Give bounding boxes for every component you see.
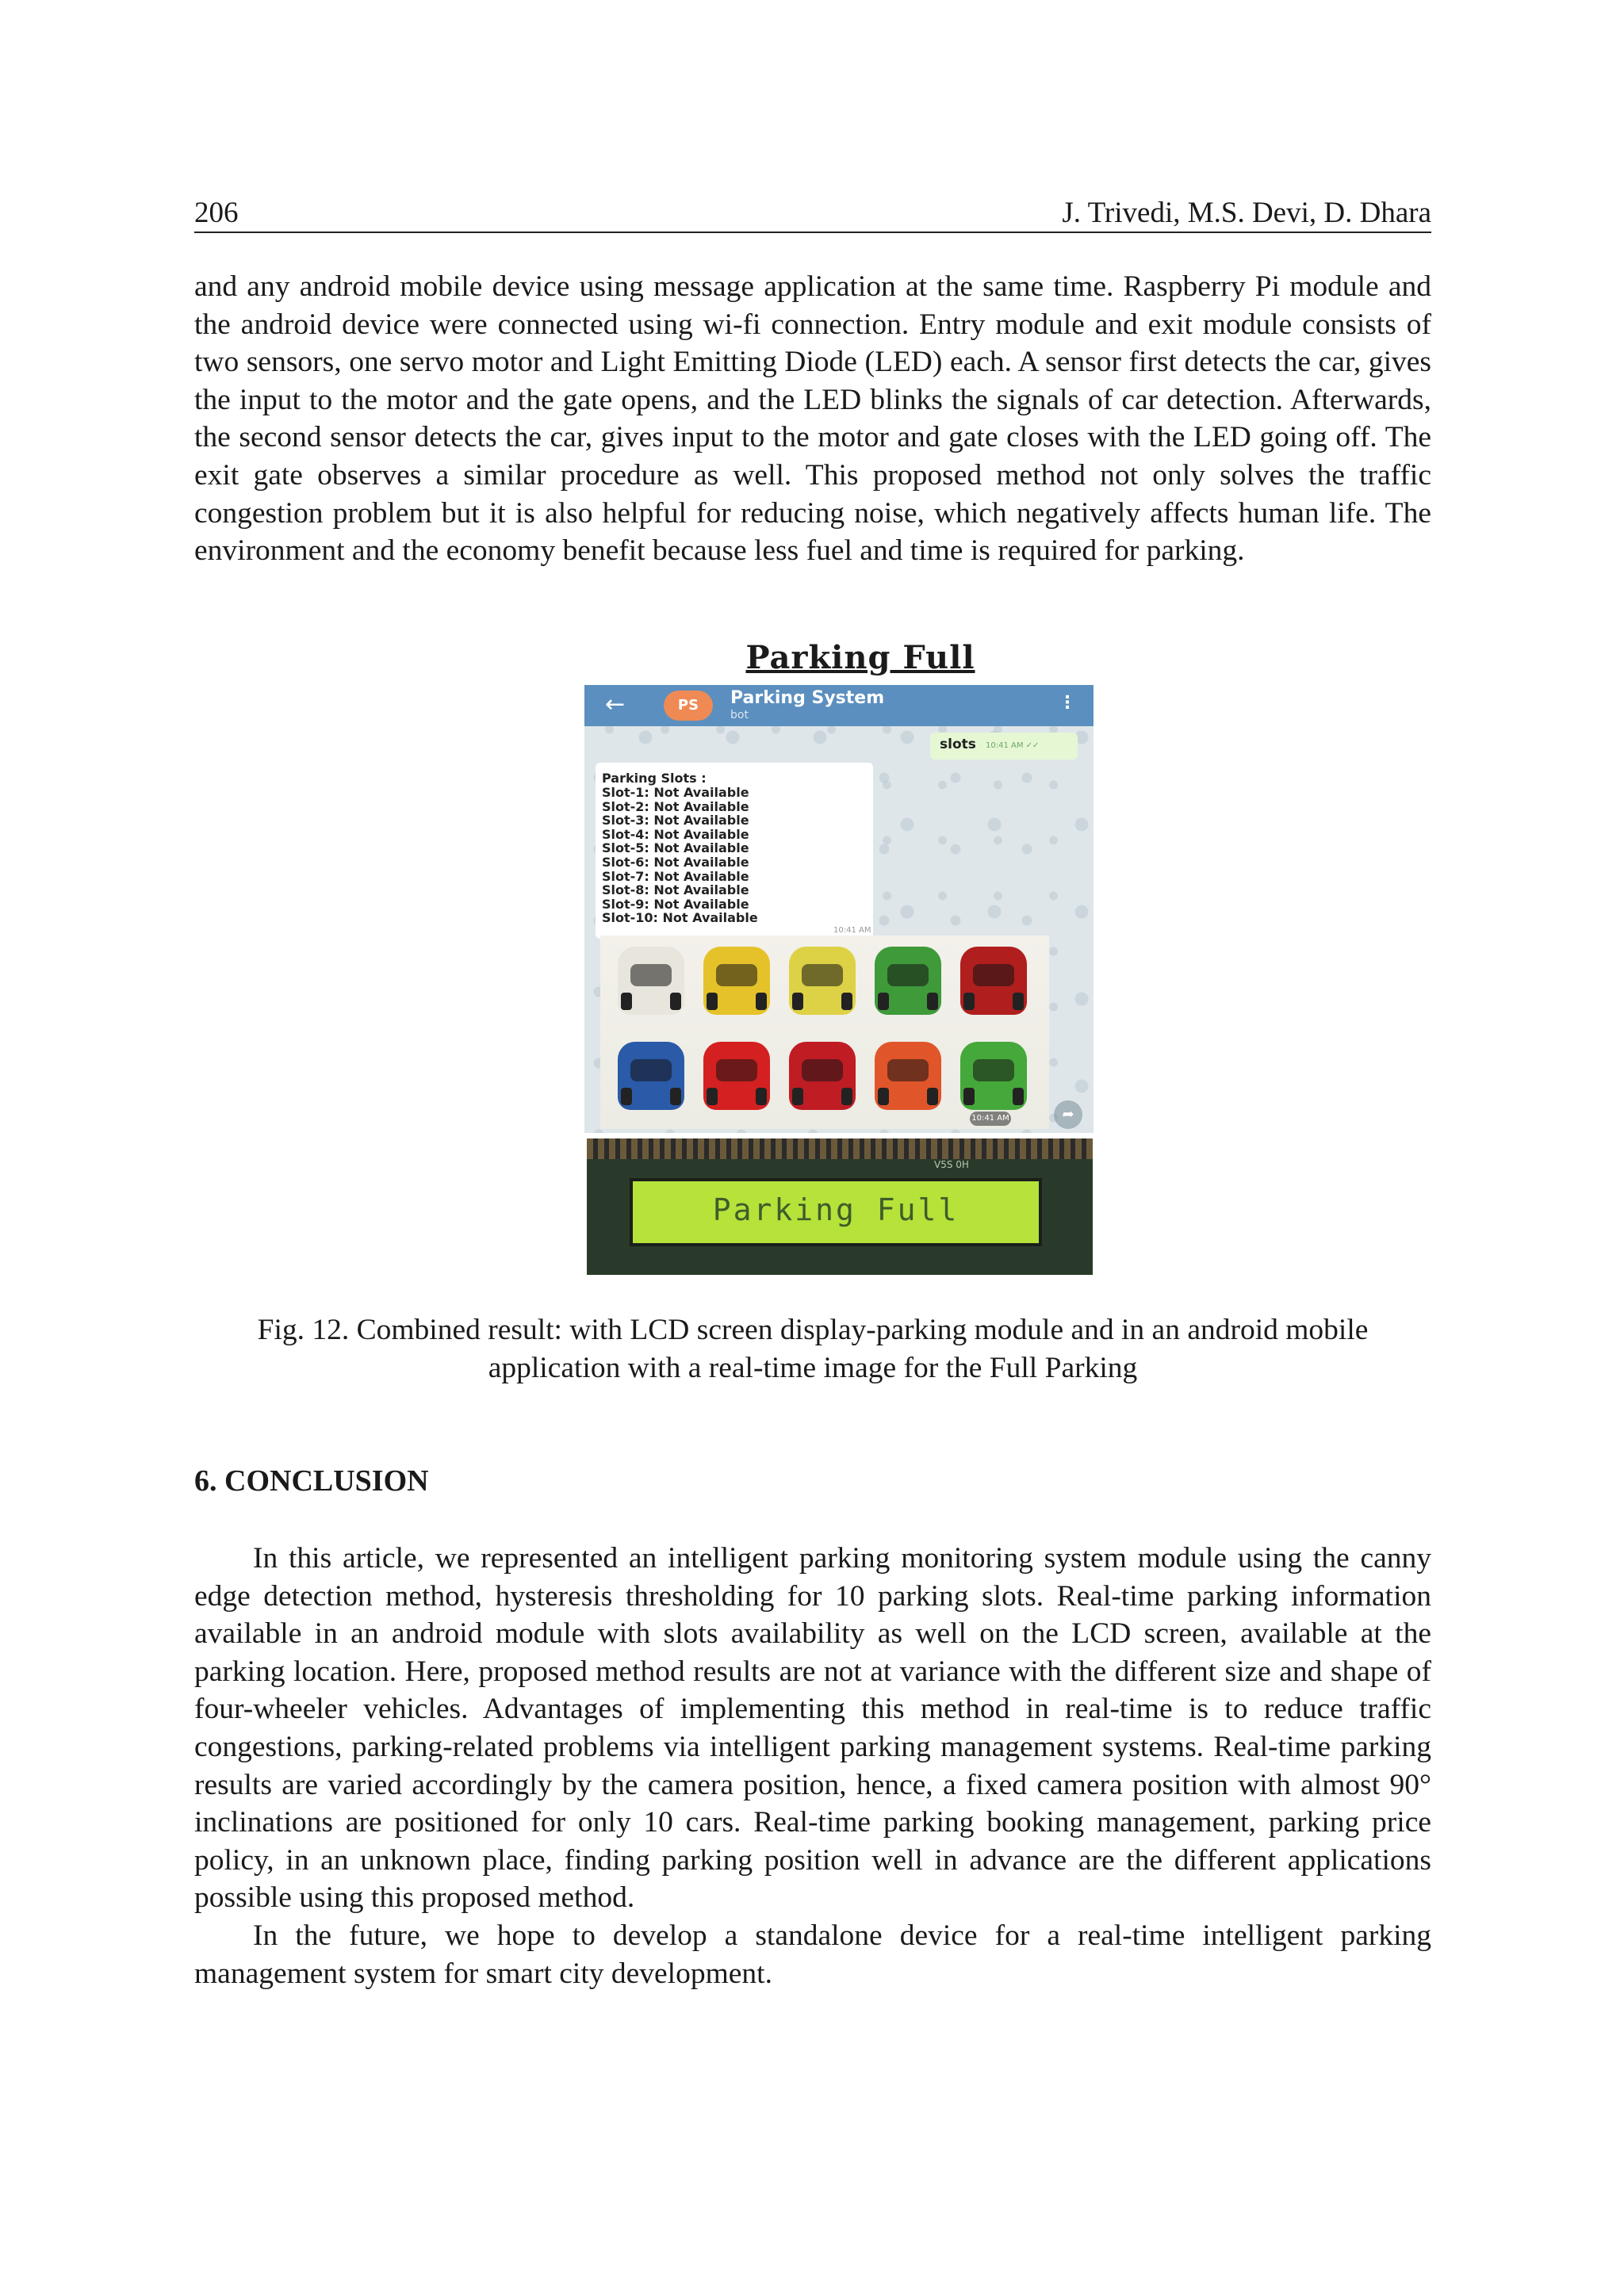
car-window — [802, 1059, 843, 1081]
car-wheel — [963, 993, 975, 1010]
lcd-header-pins — [587, 1138, 1093, 1159]
car-wheel — [841, 1088, 852, 1105]
car-wheel — [756, 993, 767, 1010]
telegram-chat-screenshot — [584, 685, 1094, 1133]
conclusion-body — [194, 1540, 1431, 1992]
car-wheel — [1013, 993, 1024, 1010]
car-window — [887, 1059, 929, 1081]
car-wheel — [670, 993, 681, 1010]
share-icon: ➦ — [1054, 1100, 1082, 1129]
back-arrow-icon: ← — [605, 691, 626, 718]
chat-header-bar — [584, 685, 1094, 726]
toy-car — [789, 947, 856, 1015]
parking-lot-photo — [600, 936, 1049, 1129]
chat-name: Parking System — [730, 688, 885, 708]
toy-car — [618, 1042, 684, 1110]
section-heading: 6. CONCLUSION — [194, 1464, 429, 1498]
toy-car — [789, 1042, 856, 1110]
slot-status: Slot-5: Not Available — [602, 840, 749, 856]
car-wheel — [756, 1088, 767, 1105]
toy-car — [960, 947, 1027, 1015]
outgoing-message — [930, 733, 1078, 760]
lcd-board-label: V5S 0H — [934, 1159, 969, 1170]
incoming-message — [596, 763, 873, 939]
car-wheel — [927, 993, 938, 1010]
car-window — [630, 964, 672, 986]
car-wheel — [670, 1088, 681, 1105]
outgoing-message-text: slots — [940, 737, 976, 752]
car-window — [630, 1059, 672, 1081]
lcd-screen — [630, 1178, 1042, 1246]
car-wheel — [841, 993, 852, 1010]
body-paragraph-3: In the future, we hope to develop a standalone device for a real-time intelligent parking management system for smart city development. — [194, 1919, 1431, 1990]
toy-car — [960, 1042, 1027, 1110]
running-header — [194, 195, 1431, 233]
car-window — [973, 964, 1014, 986]
car-window — [973, 1059, 1014, 1081]
lcd-text: Parking Full — [712, 1192, 959, 1227]
car-window — [802, 964, 843, 986]
car-wheel — [792, 993, 803, 1010]
slot-status: Slot-7: Not Available — [602, 868, 749, 884]
figure-title: Parking Full — [745, 639, 975, 676]
slot-status: Slot-6: Not Available — [602, 854, 749, 870]
car-wheel — [707, 1088, 718, 1105]
car-wheel — [621, 1088, 632, 1105]
car-wheel — [927, 1088, 938, 1105]
car-window — [716, 1059, 757, 1081]
toy-car — [875, 1042, 941, 1110]
slot-status: Slot-3: Not Available — [602, 813, 749, 828]
page-number: 206 — [194, 197, 239, 229]
more-menu-icon: ⋮ — [1059, 693, 1076, 713]
running-header-authors: J. Trivedi, M.S. Devi, D. Dhara — [1062, 197, 1431, 229]
car-wheel — [878, 1088, 889, 1105]
car-wheel — [1013, 1088, 1024, 1105]
toy-car — [703, 1042, 770, 1110]
car-wheel — [707, 993, 718, 1010]
slots-list — [602, 786, 758, 925]
slot-status: Slot-2: Not Available — [602, 798, 749, 814]
photo-time: 10:41 AM — [970, 1112, 1011, 1126]
figure-caption: Fig. 12. Combined result: with LCD screen display-parking module and in an android mobile application with a real-time image for the Full Parking — [257, 1314, 1369, 1384]
body-paragraph-2: In this article, we represented an intelligent parking monitoring system module using the canny edge detection method, hysteresis thresholding for 10 parking slots. Real-time parking information available in an android module with slots availability as well on the LCD screen, available at the parking location. Here, proposed method results are not at variance with the different size and shape of four-wheeler vehicles. Advantages of implementing this method in real-time is to reduce traffic congestions, parking-related problems via intelligent parking management systems. Real-time parking results are varied accordingly by the camera position, hence, a fixed camera position with almost 90° inclinations are positioned for only 10 cars. Real-time parking booking management, parking price policy, in an unknown place, finding parking position well in advance are the different applications possible using this proposed method. — [194, 1542, 1431, 1915]
slots-header: Parking Slots : — [602, 771, 707, 786]
car-wheel — [963, 1088, 975, 1105]
slot-status: Slot-10: Not Available — [602, 910, 758, 926]
toy-car — [875, 947, 941, 1015]
toy-car — [703, 947, 770, 1015]
car-wheel — [621, 993, 632, 1010]
car-window — [887, 964, 929, 986]
car-wheel — [878, 993, 889, 1010]
slot-status: Slot-8: Not Available — [602, 882, 749, 898]
slot-status: Slot-9: Not Available — [602, 896, 749, 912]
slot-status: Slot-4: Not Available — [602, 826, 749, 842]
lcd-display-photo — [587, 1138, 1093, 1275]
slot-status: Slot-1: Not Available — [602, 785, 749, 800]
incoming-message-time: 10:41 AM — [833, 926, 871, 935]
car-window — [716, 964, 757, 986]
car-wheel — [792, 1088, 803, 1105]
toy-car — [618, 947, 684, 1015]
outgoing-message-time: 10:41 AM ✓✓ — [986, 741, 1040, 750]
avatar: PS — [664, 691, 713, 721]
chat-subtitle: bot — [730, 709, 749, 721]
body-paragraph-1: and any android mobile device using message application at the same time. Raspberry Pi module and the android device were connected using wi-fi connection. Entry module and exit module consists of two sensors, one servo motor and Light Emitting Diode (LED) each. A sensor first detects the car, gives the input to the motor and the gate opens, and the LED blinks the signals of car detection. Afterwards, the second sensor detects the car, gives input to the motor and gate closes with the LED going off. The exit gate observes a similar procedure as well. This proposed method not only solves the traffic congestion problem but it is also helpful for reducing noise, which negatively affects human life. The environment and the economy benefit because less fuel and time is required for parking. — [194, 270, 1431, 568]
